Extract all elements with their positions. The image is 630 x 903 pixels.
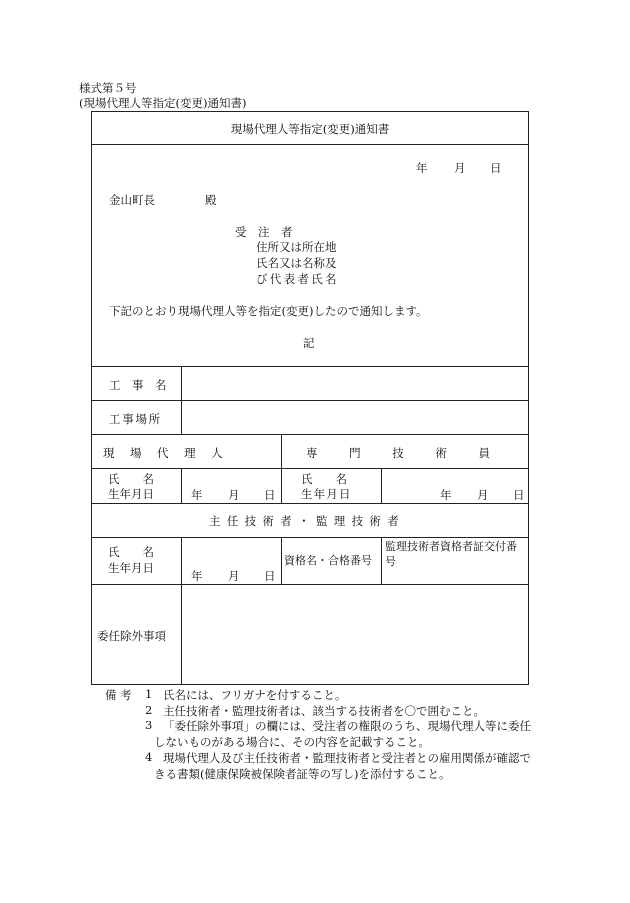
note-number: 2	[145, 703, 153, 717]
project-name-label: 工 事 名	[109, 378, 167, 392]
note-text-continued: きる書類(健康保険被保険者証等の写し)を添付すること。	[154, 767, 451, 781]
notes-heading: 備考	[105, 688, 135, 702]
name-label-2: び代表者氏名	[256, 272, 339, 286]
divider	[91, 584, 529, 585]
divider	[91, 503, 529, 504]
form-frame	[91, 111, 529, 685]
divider	[281, 537, 282, 584]
date-month: 月	[477, 488, 489, 502]
form-title: 現場代理人等指定(変更)通知書	[230, 122, 390, 136]
birth-label: 生年月日	[108, 487, 154, 501]
divider	[91, 434, 529, 435]
site-agent-header: 現場代理人	[103, 446, 239, 460]
date-year: 年	[191, 488, 203, 502]
name-label: 氏 名	[108, 472, 154, 486]
honorific: 殿	[205, 193, 217, 207]
divider	[91, 400, 529, 401]
date-year: 年	[416, 161, 428, 175]
divider	[381, 468, 382, 503]
note-number: 1	[145, 687, 153, 701]
note-number: 3	[145, 718, 153, 732]
divider	[181, 366, 182, 434]
note-text: 現場代理人及び主任技術者・監理技術者と受注者との雇用関係が確認で	[163, 751, 531, 765]
note-text: 主任技術者・監理技術者は、該当する技術者を〇で囲むこと。	[163, 704, 485, 718]
divider	[181, 468, 182, 503]
name-label: 氏 名	[108, 545, 154, 559]
specialist-header: 専門技術員	[306, 446, 522, 460]
contractor-label: 受 注 者	[235, 225, 293, 239]
divider	[91, 366, 529, 367]
form-number: 様式第５号	[79, 81, 137, 95]
name-label-1: 氏名又は名称及	[256, 256, 337, 270]
date-month: 月	[228, 569, 240, 583]
birth-label: 生年月日	[301, 487, 352, 501]
divider	[91, 144, 529, 145]
addressee: 金山町長	[109, 193, 155, 207]
divider	[91, 468, 529, 469]
date-year: 年	[191, 569, 203, 583]
address-label: 住所又は所在地	[256, 240, 337, 254]
date-day: 日	[264, 488, 276, 502]
note-text: 氏名には、フリガナを付すること。	[163, 688, 347, 702]
divider	[181, 537, 182, 685]
note-number: 4	[145, 750, 153, 764]
divider	[91, 537, 529, 538]
date-day: 日	[513, 488, 525, 502]
qualification-label: 資格名・合格番号	[284, 554, 372, 567]
date-year: 年	[440, 488, 452, 502]
ki-label: 記	[303, 336, 315, 350]
note-text-continued: しないものがある場合に、その内容を記載すること。	[154, 735, 430, 749]
note-text: 「委任除外事項」の欄には、受注者の権限のうち、現場代理人等に委任	[163, 719, 531, 733]
divider	[381, 537, 382, 584]
date-day: 日	[490, 161, 502, 175]
certificate-label: 監理技術者資格者証交付番号	[385, 540, 517, 568]
project-site-label: 工事場所	[109, 412, 162, 426]
chief-engineer-header: 主任技術者・監理技術者	[209, 514, 406, 528]
statement: 下記のとおり現場代理人等を指定(変更)したので通知します。	[109, 304, 428, 318]
date-month: 月	[228, 488, 240, 502]
divider	[281, 434, 282, 503]
date-day: 日	[264, 569, 276, 583]
exclusion-label: 委任除外事項	[97, 629, 166, 643]
date-month: 月	[454, 161, 466, 175]
birth-label: 生年月日	[108, 561, 154, 575]
name-label: 氏 名	[301, 472, 347, 486]
form-subtitle: (現場代理人等指定(変更)通知書)	[79, 96, 247, 110]
